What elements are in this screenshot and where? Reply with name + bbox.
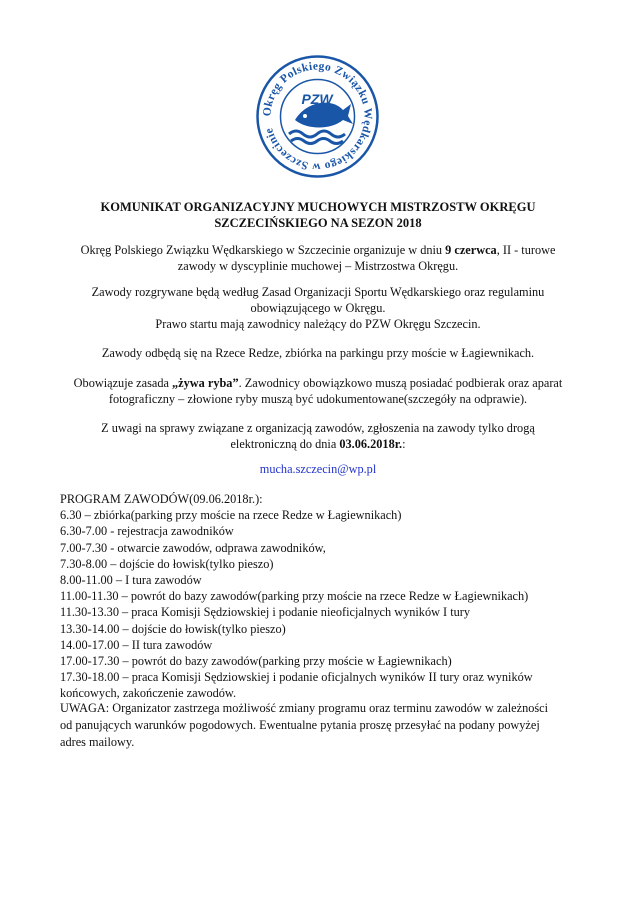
program-heading: PROGRAM ZAWODÓW(09.06.2018r.): — [60, 492, 263, 506]
registration-line-2 — [62, 436, 574, 452]
note-line-3: adres mailowy. — [60, 735, 135, 749]
program-item: 7.00-7.30 - otwarcie zawodów, odprawa zawodników, — [60, 540, 326, 555]
note-paragraph — [60, 700, 580, 751]
intro-line-1 — [62, 242, 574, 258]
event-date: 9 czerwca — [445, 243, 497, 257]
venue-paragraph: Zawody odbędą się na Rzece Redze, zbiórka na parkingu przy moście w Łagiewnikach. — [101, 346, 535, 360]
program-item: 11.00-11.30 – powrót do bazy zawodów(parking przy moście na rzece Redze w Łagiewnikach) — [60, 589, 529, 604]
program-item: 17.00-17.30 – powrót do bazy zawodów(parking przy moście w Łagiewnikach) — [60, 654, 452, 669]
rules-line-3: Prawo startu mają zawodnicy należący do PZW Okręgu Szczecin. — [155, 317, 481, 331]
intro-paragraph — [62, 242, 574, 274]
intro-line-2: zawody w dyscyplinie muchowej – Mistrzostwa Okręgu. — [177, 259, 459, 273]
intro-text-a: Okręg Polskiego Związku Wędkarskiego w Szczecinie organizuje w dniu — [80, 243, 446, 257]
page-title — [62, 199, 574, 231]
pzw-emblem-icon — [255, 54, 380, 179]
registration-paragraph — [62, 420, 574, 452]
catch-release-text-b: . Zawodnicy obowiązkowo muszą posiadać podbierak oraz aparat — [238, 376, 563, 390]
program-item: 13.30-14.00 – dojście do łowisk(tylko pieszo) — [60, 621, 286, 636]
rules-paragraph — [62, 284, 574, 332]
program-item: 11.30-13.30 – praca Komisji Sędziowskiej i podanie nieoficjalnych wyników I tury — [60, 605, 471, 620]
title-line-2: SZCZECIŃSKIEGO NA SEZON 2018 — [214, 216, 422, 230]
program-item: 14.00-17.00 – II tura zawodów — [60, 637, 213, 652]
rules-line-2: obowiązującego w Okręgu. — [250, 301, 386, 315]
registration-line-1: Z uwagi na sprawy związane z organizacją zawodów, zgłoszenia na zawody tylko drogą — [101, 421, 535, 435]
intro-text-b: , II - turowe — [496, 243, 556, 257]
catch-release-paragraph — [62, 375, 574, 407]
logo-ring-text: Okręg Polskiego Związku Wędkarskiego w Szczecinie — [261, 60, 374, 173]
catch-release-text-a: Obowiązuje zasada — [73, 376, 172, 390]
email-link[interactable]: mucha.szczecin@wp.pl — [259, 462, 377, 476]
note-line-2: od panujących warunków pogodowych. Ewentualne pytania proszę przesyłać na podany powyżej — [60, 718, 540, 732]
program-item: końcowych, zakończenie zawodów. — [60, 686, 237, 701]
program-item: 7.30-8.00 – dojście do łowisk(tylko pieszo) — [60, 556, 274, 571]
program-item: 17.30-18.00 – praca Komisji Sędziowskiej i podanie oficjalnych wyników II tury oraz wyników — [60, 670, 533, 685]
pzw-logo — [255, 54, 380, 179]
registration-deadline: 03.06.2018r. — [339, 437, 403, 451]
registration-text-a: elektroniczną do dnia — [230, 437, 340, 451]
program-item: 6.30-7.00 - rejestracja zawodników — [60, 524, 234, 539]
note-line-1: UWAGA: Organizator zastrzega możliwość zmiany programu oraz terminu zawodów w zależności — [60, 701, 549, 715]
registration-text-b: : — [402, 437, 406, 451]
program-item: 6.30 – zbiórka(parking przy moście na rzece Redze w Łagiewnikach) — [60, 508, 402, 523]
catch-release-line-1 — [62, 375, 574, 391]
title-line-1: KOMUNIKAT ORGANIZACYJNY MUCHOWYCH MISTRZOSTW OKRĘGU — [100, 200, 536, 214]
zywa-ryba-rule: „żywa ryba” — [172, 376, 239, 390]
program-section — [60, 491, 580, 702]
rules-line-1: Zawody rozgrywane będą według Zasad Organizacji Sportu Wędkarskiego oraz regulaminu — [91, 285, 545, 299]
logo-emblem-text: PZW — [301, 91, 333, 107]
email-paragraph — [62, 461, 574, 477]
catch-release-line-2: fotograficzny – złowione ryby muszą być udokumentowane(szczegóły na odprawie). — [108, 392, 528, 406]
program-item: 8.00-11.00 – I tura zawodów — [60, 573, 202, 588]
